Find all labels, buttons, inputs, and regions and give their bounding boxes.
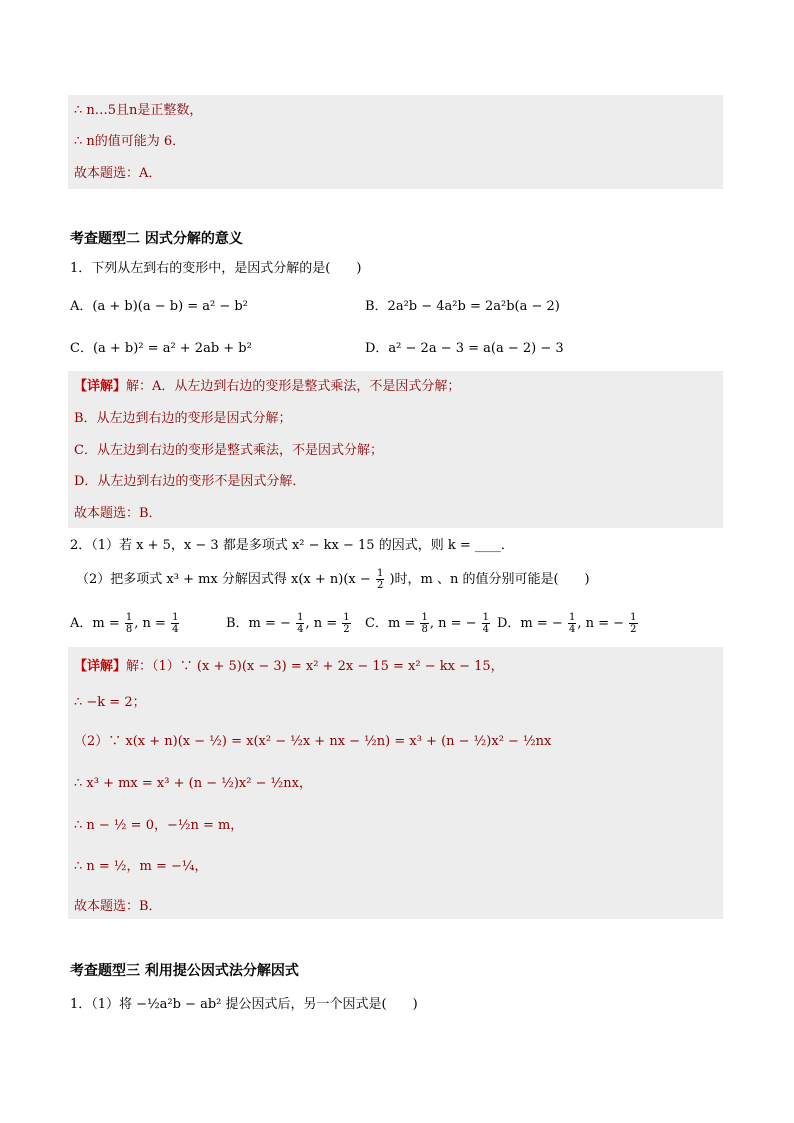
answer-line: ∴ x³ + mx = x³ + (n − ½)x² − ½nx， bbox=[74, 776, 312, 791]
fraction: $\frac{1}{2}$ bbox=[376, 568, 384, 591]
answer-line: ∴ −k = 2； bbox=[74, 695, 146, 710]
answer-line: 故本题选：B． bbox=[74, 506, 162, 521]
q2-option-a: A．m = $\frac{1}{8}$ , n = $\frac{1}{4}$ bbox=[70, 612, 179, 635]
option-label: B．m = − bbox=[226, 616, 291, 631]
option-label: D．m = − bbox=[497, 616, 563, 631]
q2-text: （2）把多项式 x³ + mx 分解因式得 x(x + n)(x − bbox=[76, 572, 371, 587]
option-c: C．(a + b)² = a² + 2ab + b² bbox=[70, 341, 252, 356]
option-label: A．m = bbox=[70, 616, 120, 631]
answer-line bbox=[74, 658, 504, 676]
answer-text: 解：A．从左边到右边的变形是整式乘法，不是因式分解； bbox=[126, 379, 461, 394]
detail-tag: 【详解】 bbox=[74, 379, 127, 394]
section-title: 考查题型二 因式分解的意义 bbox=[70, 231, 243, 247]
question-2-part-2 bbox=[76, 568, 590, 591]
answer-line: 故本题选：A． bbox=[74, 166, 162, 181]
answer-line: ∴ n = ½，m = −¼， bbox=[74, 859, 208, 874]
section-title: 考查题型三 利用提公因式法分解因式 bbox=[70, 963, 299, 979]
answer-line: （2）∵ x(x + n)(x − ½) = x(x² − ½x + nx − ½n) = x³ + (n − ½)x² − ½nx bbox=[74, 734, 552, 749]
answer-line: B．从左边到右边的变形是因式分解； bbox=[74, 411, 292, 426]
q2-option-d: D．m = − $\frac{1}{4}$ , n = − $\frac{1}{2}$ bbox=[497, 612, 637, 635]
answer-line: D．从左边到右边的变形不是因式分解． bbox=[74, 474, 306, 489]
answer-line: 故本题选：B． bbox=[74, 899, 162, 914]
answer-line: ∴ n的值可能为 6． bbox=[74, 134, 186, 149]
option-b: B．2a²b − 4a²b = 2a²b(a − 2) bbox=[365, 299, 560, 314]
option-a: A．(a + b)(a − b) = a² − b² bbox=[70, 299, 248, 314]
question-1: 1．下列从左到右的变形中，是因式分解的是( ) bbox=[70, 261, 362, 276]
answer-line: ∴ n…5且n是正整数， bbox=[74, 103, 203, 118]
q2-text: )时，m 、n 的值分别可能是( ) bbox=[389, 572, 590, 587]
option-d: D．a² − 2a − 3 = a(a − 2) − 3 bbox=[365, 341, 564, 356]
detail-tag: 【详解】 bbox=[74, 659, 127, 674]
answer-line: ∴ n − ½ = 0，−½n = m， bbox=[74, 818, 244, 833]
answer-line: C．从左边到右边的变形是整式乘法，不是因式分解； bbox=[74, 443, 383, 458]
answer-text: 解：（1）∵ (x + 5)(x − 3) = x² + 2x − 15 = x² − kx − 15， bbox=[126, 659, 504, 674]
answer-line bbox=[74, 378, 460, 396]
q2-option-b: B．m = − $\frac{1}{4}$ , n = $\frac{1}{2}$ bbox=[226, 612, 350, 635]
question-2-part-1: 2．（1）若 x + 5，x − 3 都是多项式 x² − kx − 15 的因式，则 k = ____． bbox=[70, 538, 514, 553]
question-1: 1．（1）将 −½a²b − ab² 提公因式后，另一个因式是( ) bbox=[70, 997, 418, 1012]
q2-option-c: C．m = $\frac{1}{8}$ , n = − $\frac{1}{4}$ bbox=[365, 612, 490, 635]
option-label: C．m = bbox=[365, 616, 416, 631]
